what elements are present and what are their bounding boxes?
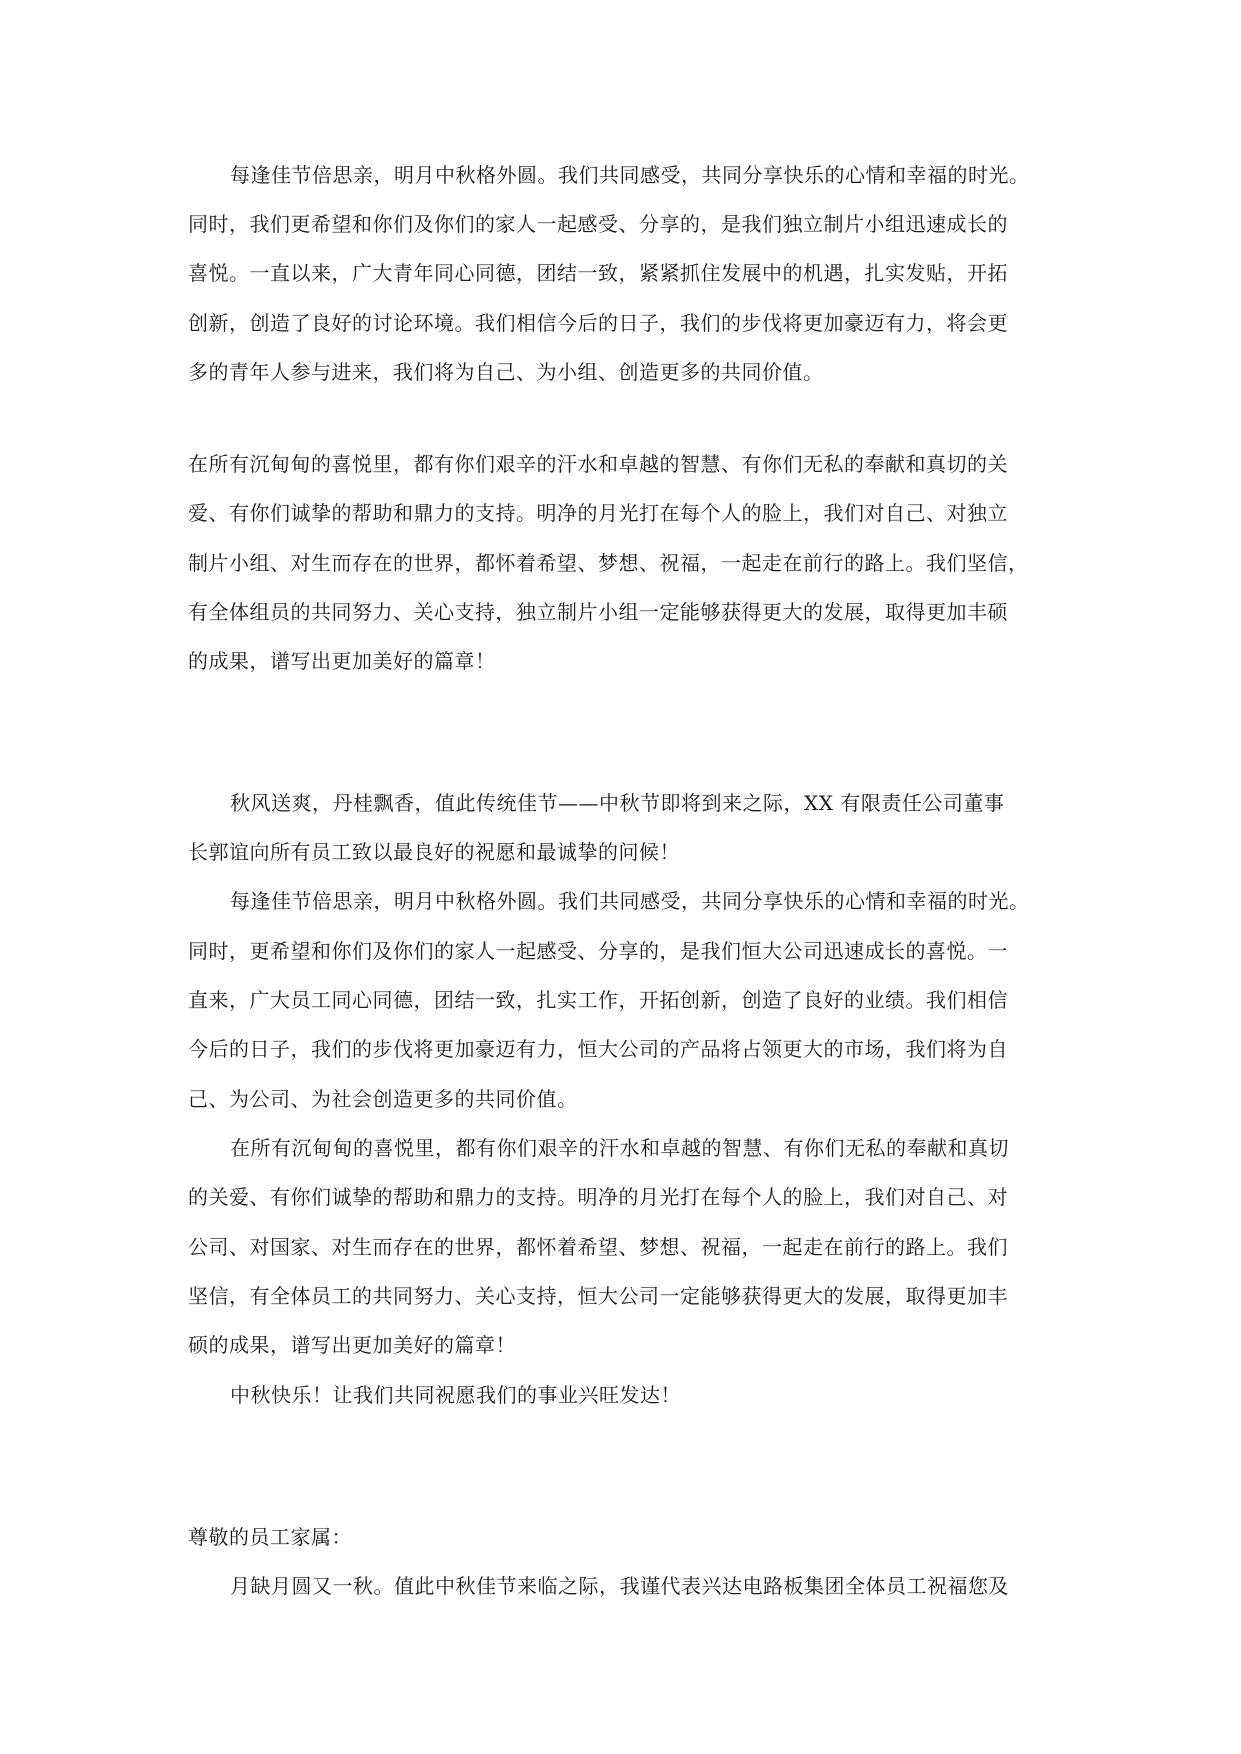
text-line: 在所有沉甸甸的喜悦里，都有你们艰辛的汗水和卓越的智慧、有你们无私的奉献和真切: [230, 1136, 1009, 1160]
salutation: 尊敬的员工家属：: [188, 1525, 352, 1549]
text-line: 同时，我们更希望和你们及你们的家人一起感受、分享的，是我们独立制片小组迅速成长的: [188, 212, 1008, 236]
text-line: 每逢佳节倍思亲，明月中秋格外圆。我们共同感受，共同分享快乐的心情和幸福的时光。: [230, 163, 1030, 187]
text-line: 制片小组、对生而存在的世界，都怀着希望、梦想、祝福，一起走在前行的路上。我们坚信，: [188, 551, 1029, 575]
text-line: 今后的日子，我们的步伐将更加豪迈有力，恒大公司的产品将占领更大的市场，我们将为自: [188, 1037, 1008, 1061]
text-line: 长郭谊向所有员工致以最良好的祝愿和最诚挚的问候！: [188, 840, 680, 864]
text-line: 在所有沉甸甸的喜悦里，都有你们艰辛的汗水和卓越的智慧、有你们无私的奉献和真切的关: [188, 452, 1008, 476]
text-line: 喜悦。一直以来，广大青年同心同德，团结一致，紧紧抓住发展中的机遇，扎实发贴，开拓: [188, 261, 1008, 285]
text-line: 创新，创造了良好的讨论环境。我们相信今后的日子，我们的步伐将更加豪迈有力，将会更: [188, 311, 1008, 335]
text-line: 同时，更希望和你们及你们的家人一起感受、分享的，是我们恒大公司迅速成长的喜悦。一: [188, 939, 1008, 963]
text-line: 有全体组员的共同努力、关心支持，独立制片小组一定能够获得更大的发展，取得更加丰硕: [188, 600, 1008, 624]
text-line: 月缺月圆又一秋。值此中秋佳节来临之际，我谨代表兴达电路板集团全体员工祝福您及: [230, 1574, 1009, 1598]
text-line: 的关爱、有你们诚挚的帮助和鼎力的支持。明净的月光打在每个人的脸上，我们对自己、对: [188, 1185, 1008, 1209]
text-line: 每逢佳节倍思亲，明月中秋格外圆。我们共同感受，共同分享快乐的心情和幸福的时光。: [230, 889, 1030, 913]
text-line: 坚信，有全体员工的共同努力、关心支持，恒大公司一定能够获得更大的发展，取得更加丰: [188, 1284, 1008, 1308]
text-line: 的成果，谱写出更加美好的篇章！: [188, 649, 496, 673]
text-line: 直来，广大员工同心同德，团结一致，扎实工作，开拓创新，创造了良好的业绩。我们相信: [188, 988, 1008, 1012]
text-line: 秋风送爽，丹桂飘香，值此传统佳节——中秋节即将到来之际，XX 有限责任公司董事: [230, 791, 1005, 815]
text-line: 己、为公司、为社会创造更多的共同价值。: [188, 1087, 578, 1111]
text-line: 公司、对国家、对生而存在的世界，都怀着希望、梦想、祝福，一起走在前行的路上。我们: [188, 1235, 1008, 1259]
text-line: 多的青年人参与进来，我们将为自己、为小组、创造更多的共同价值。: [188, 360, 824, 384]
text-line: 爱、有你们诚挚的帮助和鼎力的支持。明净的月光打在每个人的脸上，我们对自己、对独立: [188, 501, 1008, 525]
text-line: 中秋快乐！让我们共同祝愿我们的事业兴旺发达！: [230, 1383, 681, 1407]
text-line: 硕的成果，谱写出更加美好的篇章！: [188, 1333, 516, 1357]
